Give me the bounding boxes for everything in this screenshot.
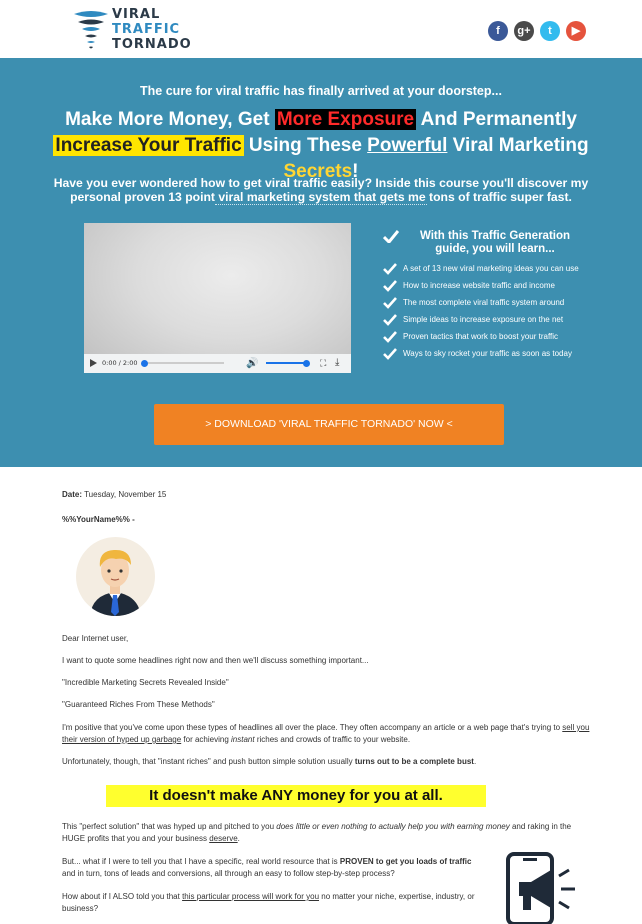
headline-part: ! [352, 161, 359, 182]
quote-1: "Incredible Marketing Secrets Revealed Inside" [62, 678, 229, 687]
text: But... what if I were to tell you that I have a specific, real world resource that is [62, 857, 340, 866]
quote-2: "Guaranteed Riches From These Methods" [62, 700, 215, 709]
text-underlined: sell you their version of hyped up garbage [62, 723, 590, 744]
google-plus-icon[interactable]: g+ [514, 21, 534, 41]
check-icon [383, 230, 399, 243]
headline-part: Using These [243, 135, 368, 156]
volume-icon[interactable]: 🔊 [246, 358, 259, 369]
date-value: Tuesday, November 15 [82, 490, 167, 499]
learn-list-item-label: Ways to sky rocket your traffic as soon as today [403, 349, 572, 358]
paragraph-4 [62, 821, 592, 845]
dotted-divider [215, 204, 427, 205]
text-underlined: deserve [209, 834, 238, 843]
tornado-logo-icon [72, 8, 110, 52]
hero-tagline: The cure for viral traffic has finally arrived at your doorstep... [140, 84, 502, 98]
text: How about if I ALSO told you that [62, 892, 183, 901]
volume-slider[interactable] [266, 362, 306, 364]
headline-part: And Permanently [416, 109, 577, 130]
learn-list-item [383, 348, 623, 365]
learn-list-item [383, 314, 623, 331]
text-underlined: this particular process will work for you [182, 892, 320, 901]
paragraph-6 [62, 891, 482, 915]
text: riches and crowds of traffic to your website. [254, 735, 411, 744]
author-avatar [76, 537, 155, 616]
hero-subhead: Have you ever wondered how to get viral traffic easily? Inside this course you'll discover my personal proven 13 point viral marketing system that gets me tons of traffic super fast. [53, 176, 589, 204]
text: no matter your niche, expertise, industry, or business? [62, 892, 475, 913]
learn-list-item [383, 280, 623, 297]
text: and raking in the HUGE profits that you and your business [62, 822, 572, 843]
text: Unfortunately, though, that "instant riches" and push button simple solution usually [62, 757, 355, 766]
headline-powerful: Powerful [367, 135, 448, 156]
video-progress-handle[interactable] [141, 360, 148, 367]
date-label: Date: [62, 490, 83, 499]
site-header [0, 0, 642, 58]
download-icon[interactable]: ⤓ [335, 357, 340, 368]
text: . [237, 834, 240, 843]
megaphone-phone-icon [505, 852, 587, 924]
download-cta-button[interactable]: > DOWNLOAD 'VIRAL TRAFFIC TORNADO' NOW < [154, 404, 504, 445]
learn-list-item-label: Proven tactics that work to boost your traffic [403, 332, 559, 341]
logo[interactable] [72, 6, 192, 54]
greeting: Dear Internet user, [62, 634, 129, 643]
video-controls [84, 354, 351, 373]
volume-handle[interactable] [303, 360, 310, 367]
learn-list [383, 263, 623, 365]
learn-list-item [383, 331, 623, 348]
headline-highlight-exposure: More Exposure [276, 109, 415, 130]
facebook-icon[interactable]: f [488, 21, 508, 41]
logo-line-3: TORNADO [112, 37, 192, 52]
hero-headline [40, 107, 602, 185]
learn-list-item-label: A set of 13 new viral marketing ideas you can use [403, 264, 579, 273]
logo-line-1: VIRAL [112, 7, 161, 22]
logo-text [112, 7, 192, 52]
learn-list-item-label: Simple ideas to increase exposure on the net [403, 315, 564, 324]
check-icon [383, 280, 397, 292]
text-bold: turns out to be a complete bust [354, 757, 474, 766]
learn-list-item-label: How to increase website traffic and income [403, 281, 555, 290]
youtube-icon[interactable]: ▶ [566, 21, 586, 41]
text-bold: PROVEN to get you loads of traffic [339, 857, 472, 866]
video-time: 0:00 / 2:00 [102, 359, 138, 367]
check-icon [383, 314, 397, 326]
paragraph-3 [62, 756, 476, 768]
name-line: %%YourName%% - [62, 515, 135, 524]
author-illustration [76, 537, 155, 616]
learn-list-item-label: The most complete viral traffic system around [403, 298, 565, 307]
text: and in turn, tons of leads and conversions, all through an easy to follow step-by-step process? [62, 869, 395, 878]
check-icon [383, 348, 397, 360]
highlight-statement: It doesn't make ANY money for you at all. [106, 785, 486, 807]
logo-line-2: TRAFFIC [112, 22, 181, 37]
headline-part: Viral Marketing [447, 135, 589, 156]
paragraph-2 [62, 722, 592, 746]
text: This "perfect solution" that was hyped up and pitched to you [62, 822, 277, 831]
hero-section [0, 58, 642, 467]
video-progress-bar[interactable] [142, 362, 224, 364]
play-icon[interactable] [90, 359, 97, 367]
learn-list-item [383, 297, 623, 314]
learn-list-item [383, 263, 623, 280]
text-italic: does little or even nothing to actually help you with earning money [276, 822, 510, 831]
text-italic: instant [231, 735, 255, 744]
text: for achieving [181, 735, 232, 744]
video-player[interactable] [84, 223, 351, 373]
twitter-icon[interactable]: t [540, 21, 560, 41]
headline-secrets: Secrets [283, 161, 353, 182]
learn-title: With this Traffic Generation guide, you will learn... [419, 230, 571, 255]
date-line [62, 489, 166, 501]
text: . [473, 757, 477, 766]
fullscreen-icon[interactable]: ⛶ [320, 358, 327, 368]
paragraph-1: I want to quote some headlines right now and then we'll discuss something important... [62, 656, 369, 665]
check-icon [383, 263, 397, 275]
text: I'm positive that you've come upon these types of headlines all over the place. They often accompany an article or a web page that's trying to [62, 723, 563, 732]
headline-highlight-traffic: Increase Your Traffic [55, 135, 242, 156]
headline-part: Make More Money, Get [65, 109, 275, 130]
paragraph-5 [62, 856, 482, 880]
check-icon [383, 297, 397, 309]
check-icon [383, 331, 397, 343]
